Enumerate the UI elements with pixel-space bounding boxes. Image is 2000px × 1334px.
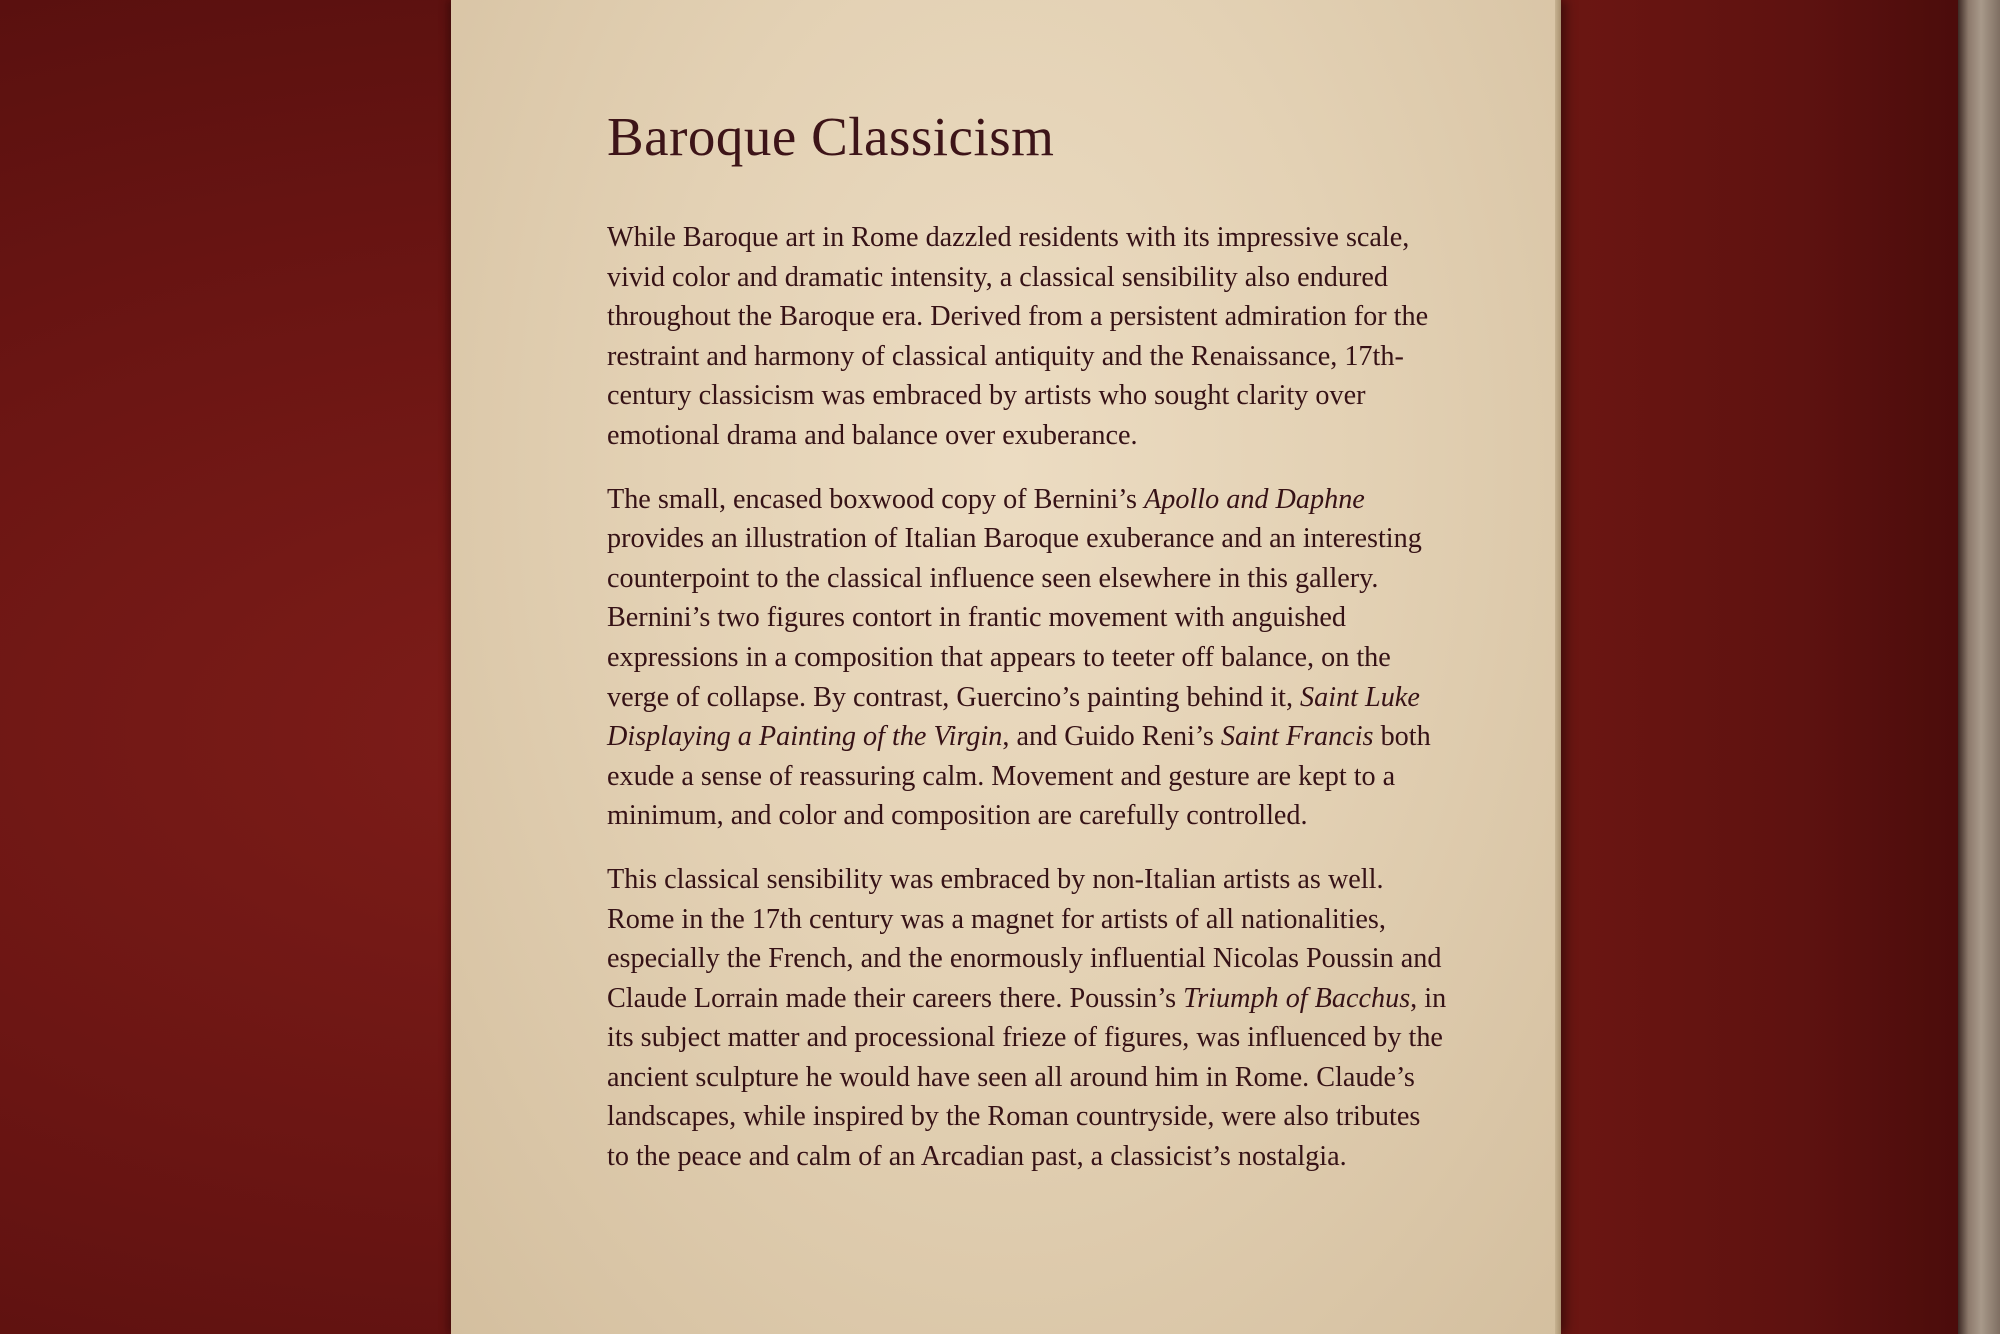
text-segment: , in its subject matter and processional frieze of figures, was influenced by the ancient sculpture he would have seen all around him in Rome. Claude’s landscapes, while inspired by the Roman countryside, were also tributes to the peace and calm of an Arcadian past, a classicist’s nostalgia. <box>607 982 1447 1173</box>
text-segment: , and Guido Reni’s <box>1002 721 1221 753</box>
artwork-title: Saint Luke Displaying a Painting of the Virgin <box>607 681 1420 753</box>
wall-text-panel <box>451 0 1561 1334</box>
text-segment: While Baroque art in Rome dazzled residents with its impressive scale, vivid color and dramatic intensity, a classical sensibility also endured throughout the Baroque era. Derived from a persistent admiration for the restraint and harmony of classical antiquity and the Renaissance, 17th-century classicism was embraced by artists who sought clarity over emotional drama and balance over exuberance. <box>607 222 1429 451</box>
paragraph-2 <box>607 480 1447 836</box>
text-segment: provides an illustration of Italian Baroque exuberance and an interesting counterpoint to the classical influence seen elsewhere in this gallery. Bernini’s two figures contort in frantic movement with anguished expressions in a composition that appears to teeter off balance, on the verge of collapse. By contrast, Guercino’s painting behind it, <box>607 523 1422 713</box>
paragraph-1 <box>607 218 1447 456</box>
text-segment: both exude a sense of reassuring calm. Movement and gesture are kept to a minimum, and color and composition are carefully controlled. <box>607 721 1431 832</box>
artwork-title: Apollo and Daphne <box>1144 483 1365 515</box>
artwork-title: Triumph of Bacchus <box>1183 982 1411 1014</box>
text-segment: The small, encased boxwood copy of Bernini’s <box>607 483 1145 515</box>
wall-right-section <box>1556 0 1960 1334</box>
panel-edge <box>1555 0 1561 1334</box>
panel-content <box>607 105 1447 1201</box>
paragraph-3 <box>607 860 1447 1177</box>
panel-title: Baroque Classicism <box>607 106 1055 167</box>
stone-column <box>1958 0 2000 1334</box>
text-segment: This classical sensibility was embraced by non-Italian artists as well. Rome in the 17th century was a magnet for artists of all nationalities, especially the French, and the enormously influential Nicolas Poussin and Claude Lorrain made their careers there. Poussin’s <box>607 863 1442 1014</box>
artwork-title: Saint Francis <box>1220 721 1374 753</box>
